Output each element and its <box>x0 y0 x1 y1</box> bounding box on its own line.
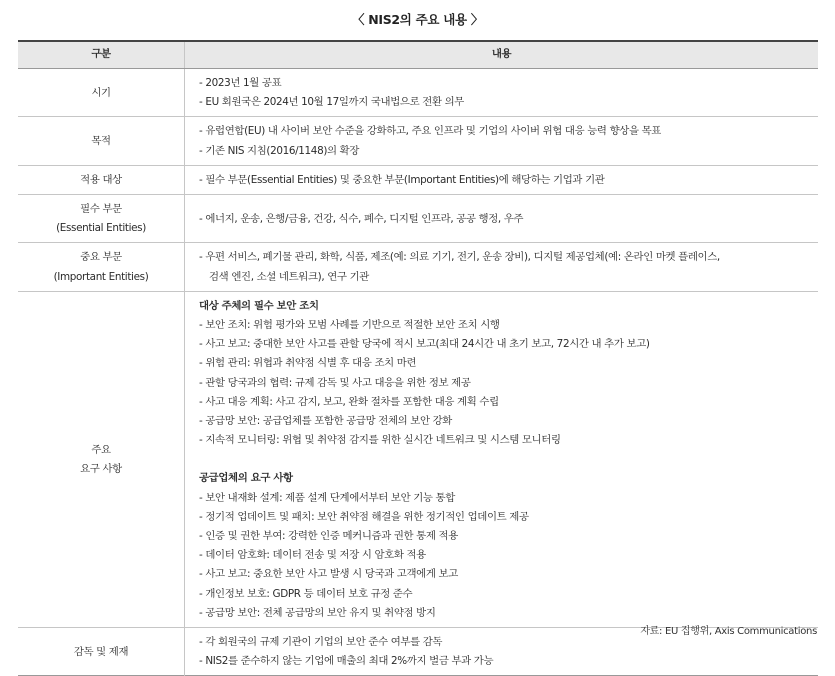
row-content <box>185 243 819 291</box>
row-content <box>185 69 819 117</box>
table-row-essential <box>18 195 818 243</box>
row-label-line: 요구 사항 <box>80 462 122 475</box>
table-row-important <box>18 243 818 291</box>
source-note: 자료: EU 집행위, Axis Communications <box>640 626 817 637</box>
list-item: - 보안 내재화 설계: 제품 설계 단계에서부터 보안 기능 통합 <box>199 491 455 504</box>
content-line: - 2023년 1월 공표 <box>199 77 282 89</box>
row-content <box>185 117 819 165</box>
row-label <box>18 243 185 291</box>
list-item: - 관할 당국과의 협력: 규제 감독 및 사고 대응을 위한 정보 제공 <box>199 376 471 389</box>
table-row-scope <box>18 165 818 194</box>
list-item: - 공급망 보안: 전체 공급망의 보안 유지 및 취약점 방지 <box>199 606 436 619</box>
row-content <box>185 195 819 243</box>
row-label <box>18 628 185 676</box>
list-item: - 위험 관리: 위협과 취약점 식별 후 대응 조치 마련 <box>199 357 417 370</box>
list-item: - 정기적 업데이트 및 패치: 보안 취약점 해결을 위한 정기적인 업데이트 제공 <box>199 510 529 523</box>
list-item: - 사고 보고: 중대한 보안 사고를 관할 당국에 적시 보고(최대 24시간 내 초기 보고, 72시간 내 추가 보고) <box>199 338 650 351</box>
row-label-line: 시기 <box>91 86 111 99</box>
list-item: - 인증 및 권한 부여: 강력한 인증 메커니즘과 권한 통제 적용 <box>199 530 458 543</box>
list-item: - 개인정보 보호: GDPR 등 데이터 보호 규정 준수 <box>199 587 413 600</box>
table-header-row <box>18 41 818 69</box>
list-item: - 보안 조치: 위험 평가와 모범 사례를 기반으로 적절한 보안 조치 시행 <box>199 319 500 332</box>
header-content: 내용 <box>185 41 819 69</box>
table-row-timing <box>18 69 818 117</box>
content-line: - 기존 NIS 지침(2016/1148)의 확장 <box>199 144 360 157</box>
row-label-line: (Essential Entities) <box>56 222 146 235</box>
table-row-requirements <box>18 291 818 627</box>
list-item: - 사고 보고: 중요한 보안 사고 발생 시 당국과 고객에게 보고 <box>199 568 458 581</box>
content-line: 검색 엔진, 소셜 네트워크), 연구 기관 <box>209 270 369 283</box>
row-label-line: 목적 <box>91 135 111 147</box>
row-label-line: 적용 대상 <box>80 173 122 186</box>
list-item: - 지속적 모니터링: 위협 및 취약점 감지를 위한 실시간 네트워크 및 시스템 모니터링 <box>199 434 561 447</box>
header-category: 구분 <box>18 41 185 69</box>
nis2-summary-table <box>18 40 818 676</box>
table-row-purpose <box>18 117 818 165</box>
section-heading: 대상 주체의 필수 보안 조치 <box>199 299 319 312</box>
list-item: - 데이터 암호화: 데이터 전송 및 저장 시 암호화 적용 <box>199 549 426 562</box>
content-line: - 각 회원국의 규제 기관이 기업의 보안 준수 여부를 감독 <box>199 636 443 649</box>
row-content <box>185 291 819 627</box>
row-label-line: 필수 부문 <box>80 203 122 216</box>
row-label <box>18 195 185 243</box>
row-label <box>18 69 185 117</box>
content-line: - 우편 서비스, 폐기물 관리, 화학, 식품, 제조(예: 의료 기기, 전기, 운송 장비), 디지털 제공업체(예: 온라인 마켓 플레이스, <box>199 251 720 264</box>
row-label-line: (Important Entities) <box>53 270 149 283</box>
content-line: - 필수 부문(Essential Entities) 및 중요한 부문(Important Entities)에 해당하는 기업과 기관 <box>199 173 605 186</box>
row-label-line: 주요 <box>91 443 111 456</box>
content-line: - EU 회원국은 2024년 10월 17일까지 국내법으로 전환 의무 <box>199 96 464 109</box>
row-label <box>18 117 185 165</box>
row-content <box>185 165 819 194</box>
row-label-line: 감독 및 제재 <box>73 645 129 658</box>
row-label <box>18 291 185 627</box>
row-label <box>18 165 185 194</box>
document-title: 〈 NIS2의 주요 내용 〉 <box>351 12 484 27</box>
list-item: - 사고 대응 계획: 사고 감지, 보고, 완화 절차를 포함한 대응 계획 수립 <box>199 395 499 408</box>
content-line: - 유럽연합(EU) 내 사이버 보안 수준을 강화하고, 주요 인프라 및 기업의 사이버 위협 대응 능력 향상을 목표 <box>199 125 661 138</box>
content-line: - 에너지, 운송, 은행/금융, 건강, 식수, 폐수, 디지털 인프라, 공공 행정, 우주 <box>199 212 524 225</box>
content-line: - NIS2를 준수하지 않는 기업에 매출의 최대 2%까지 벌금 부과 가능 <box>199 655 494 668</box>
row-label-line: 중요 부문 <box>80 251 122 264</box>
section-heading: 공급업체의 요구 사항 <box>199 472 293 485</box>
section-spacer <box>199 450 818 469</box>
list-item: - 공급망 보안: 공급업체를 포함한 공급망 전체의 보안 강화 <box>199 415 452 428</box>
